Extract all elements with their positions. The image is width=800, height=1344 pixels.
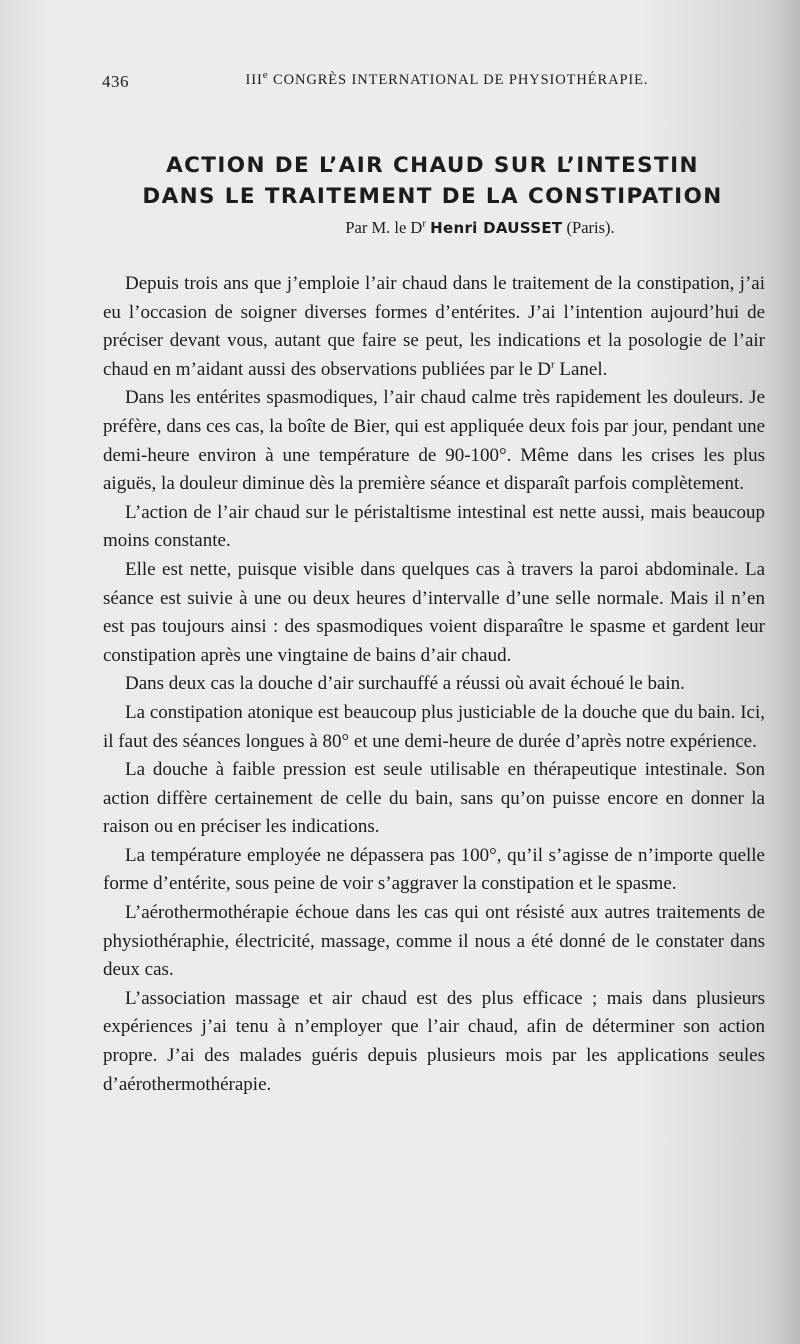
- paragraph-8: La température employée ne dépassera pas 100°, qu’il s’agisse de n’importe quelle forme d’entérite, sous peine de voir s’aggraver la constipation et le spasme.: [103, 844, 765, 895]
- paragraph-1-superscript: r: [550, 358, 555, 371]
- paragraph-6: La constipation atonique est beaucoup plus justiciable de la douche que du bain. Ici, il faut des séances longues à 80° et une demi-heure de durée d’après notre expérience.: [103, 701, 765, 752]
- article-title: [95, 150, 770, 212]
- paragraph-4: Elle est nette, puisque visible dans quelques cas à travers la paroi abdominale. La séance est suivie à une ou deux heures d’intervalle d’une selle normale. Mais il n’en est pas toujours ainsi : des spasmodiques voient disparaître le spasme et gardent leur constipation après une vingtaine de bains d’air chaud.: [103, 558, 765, 666]
- byline-suffix: (Paris).: [562, 218, 615, 237]
- byline: [100, 218, 770, 238]
- paragraph-1-text: Depuis trois ans que j’emploie l’air chaud dans le traitement de la constipation, j’ai eu l’occasion de soigner diverses formes d’entérites. J’ai l’intention aujourd’hui de préciser devant vous, autant que faire se peut, les indications et la posologie de l’air chaud en m’aidant aussi des observations publiées par le D: [103, 273, 765, 380]
- article-body: [103, 270, 765, 1099]
- paragraph-1: [103, 270, 765, 384]
- author-name: Henri DAUSSET: [430, 219, 563, 237]
- paragraph-10: L’association massage et air chaud est des plus efficace ; mais dans plusieurs expériences j’ai tenu à n’employer que l’air chaud, afin de déterminer son action propre. J’ai des malades guéris depuis plusieurs mois par les applications seules d’aérothermothérapie.: [103, 987, 765, 1095]
- running-title-superscript: e: [262, 69, 269, 82]
- paragraph-9: L’aérothermothérapie échoue dans les cas qui ont résisté aux autres traitements de physiothéraphie, électricité, massage, comme il nous a été donné de le constater dans deux cas.: [103, 902, 765, 981]
- running-title-roman: III: [245, 72, 263, 88]
- paragraph-2: Dans les entérites spasmodiques, l’air chaud calme très rapidement les douleurs. Je préfère, dans ces cas, la boîte de Bier, qui est appliquée deux fois par jour, pendant une demi-heure environ à une température de 90-100°. Même dans les crises les plus aiguës, la douleur diminue dès la première séance et disparaît parfois complètement.: [103, 387, 765, 495]
- byline-prefix: Par M. le D: [345, 218, 423, 237]
- running-head: [102, 69, 762, 98]
- running-title-text: CONGRÈS INTERNATIONAL DE PHYSIOTHÉRAPIE.: [268, 72, 649, 88]
- paragraph-7: La douche à faible pression est seule utilisable en thérapeutique intestinale. Son action diffère certainement de celle du bain, sans qu’on puisse encore en donner la raison ou en préciser les indications.: [103, 759, 765, 838]
- article-title-line-2: DANS LE TRAITEMENT DE LA CONSTIPATION: [142, 184, 723, 209]
- byline-superscript: r: [422, 217, 427, 230]
- running-title: [102, 69, 762, 89]
- article-title-line-1: ACTION DE L’AIR CHAUD SUR L’INTESTIN: [166, 153, 699, 178]
- page-number: 436: [102, 72, 129, 91]
- paragraph-1-end: Lanel.: [554, 358, 608, 380]
- paragraph-3: L’action de l’air chaud sur le péristaltisme intestinal est nette aussi, mais beaucoup moins constante.: [103, 501, 765, 552]
- paragraph-5: Dans deux cas la douche d’air surchauffé a réussi où avait échoué le bain.: [125, 673, 685, 695]
